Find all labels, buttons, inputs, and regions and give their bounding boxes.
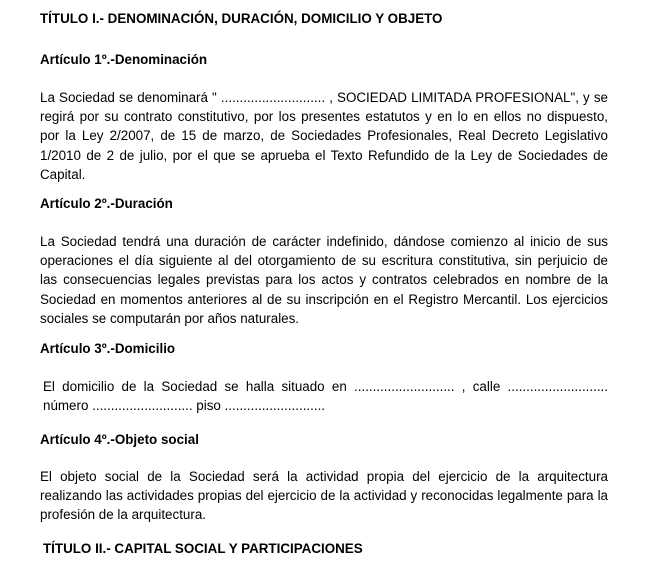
article-4-body <box>40 467 608 525</box>
article-4-heading: Artículo 4º.-Objeto social <box>40 432 199 447</box>
article-1-line: La Sociedad se denominará " ............................ , SOCIEDAD LIMITADA PROFESIONAL", y se <box>40 90 608 105</box>
article-1-body <box>40 88 608 184</box>
article-3-body <box>43 377 608 415</box>
article-4-line: profesión de la arquitectura. <box>40 507 206 523</box>
article-2-heading: Artículo 2º.-Duración <box>40 196 173 211</box>
article-1-line: Capital. <box>40 166 86 182</box>
article-4-line: El objeto social de la Sociedad será la actividad propia del ejercicio de la arquitectura <box>40 469 608 484</box>
title-2: TÍTULO II.- CAPITAL SOCIAL Y PARTICIPACIONES <box>43 541 363 556</box>
article-3-line: El domicilio de la Sociedad se halla situado en ........................... , calle ........................... <box>43 379 608 394</box>
title-1: TÍTULO I.- DENOMINACIÓN, DURACIÓN, DOMICILIO Y OBJETO <box>40 11 443 26</box>
article-1-line: por la Ley 2/2007, de 15 de marzo, de Sociedades Profesionales, Real Decreto Legislativo <box>40 128 608 144</box>
article-1-line: 1/2010 de 2 de julio, por el que se aprueba el Texto Refundido de la Ley de Sociedades de <box>40 147 608 163</box>
article-3-heading: Artículo 3º.-Domicilio <box>40 341 176 356</box>
article-2-body <box>40 232 608 328</box>
article-2-line: sociales se computarán por años naturales. <box>40 310 300 326</box>
article-4-line: realizando las actividades propias del ejercicio de la actividad y reconocidas legalmente para la <box>40 488 608 504</box>
article-2-line: las consecuencias legales previstas para los actos y contratos celebrados en nombre de la <box>40 272 608 288</box>
article-2-line: Sociedad en momentos anteriores al de su inscripción en el Registro Mercantil. Los ejercicios <box>40 291 608 307</box>
article-2-line: La Sociedad tendrá una duración de carácter indefinido, dándose comienzo al inicio de sus <box>40 234 608 249</box>
article-3-line: número ........................... piso ........................... <box>43 398 326 414</box>
article-1-line: regirá por su contrato constitutivo, por los presentes estatutos y en lo en ellos no dispuesto, <box>40 109 608 125</box>
article-1-heading: Artículo 1º.-Denominación <box>40 52 208 67</box>
article-2-line: operaciones el día siguiente al del otorgamiento de su escritura constitutiva, sin perjuicio de <box>40 253 608 269</box>
